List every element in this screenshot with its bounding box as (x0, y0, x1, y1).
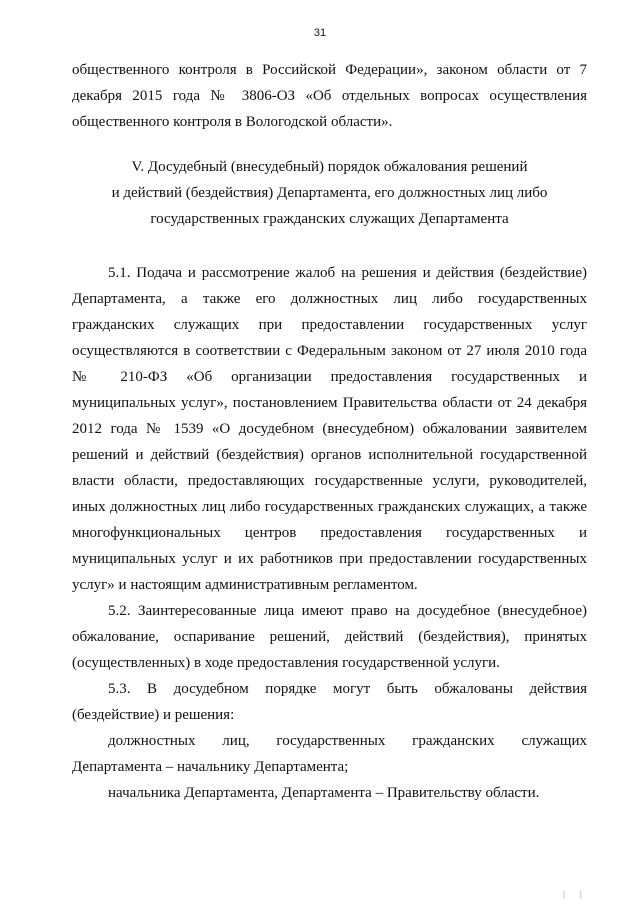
intro-paragraph (72, 57, 587, 135)
text-line: общественного контроля в Вологодской области». (72, 114, 393, 130)
text-line: обжалование, оспаривание решений, действий (бездействия), принятых (72, 629, 587, 645)
text-line: осуществляются в соответствии с Федеральным законом от 27 июля 2010 года (72, 343, 587, 359)
heading-line: государственных гражданских служащих Департамента (150, 211, 509, 227)
text-line: 5.3. В досудебном порядке могут быть обжалованы действия (108, 681, 587, 697)
paragraph-5-1 (72, 260, 587, 598)
text-line: муниципальных услуг и их работников при предоставлении государственных (72, 551, 587, 567)
text-line: 5.1. Подача и рассмотрение жалоб на решения и действия (бездействие) (108, 265, 587, 281)
text-line: иных должностных лиц либо государственных гражданских служащих, а также (72, 499, 587, 515)
heading-line: и действий (бездействия) Департамента, его должностных лиц либо (111, 185, 548, 201)
text-line: 2012 года № 1539 «О досудебном (внесудебном) обжаловании заявителем (72, 421, 587, 437)
text-line: (бездействие) и решения: (72, 707, 235, 723)
list-item (72, 780, 587, 806)
text-line: Департамента – начальнику Департамента; (72, 759, 349, 775)
text-line: власти области, предоставляющих государственные услуги, руководителей, (72, 473, 587, 489)
text-line: 5.2. Заинтересованные лица имеют право на досудебное (внесудебное) (108, 603, 587, 619)
paragraph-5-3 (72, 676, 587, 728)
page-number: 31 (313, 27, 327, 39)
text-line: гражданских служащих при предоставлении государственных услуг (72, 317, 587, 333)
text-line: муниципальных услуг», постановлением Правительства области от 24 декабря (72, 395, 587, 411)
list-item (72, 728, 587, 780)
paragraph-5-2 (72, 598, 587, 676)
section-heading (72, 154, 587, 232)
text-line: начальника Департамента, Департамента – Правительству области. (108, 785, 540, 801)
scan-marks: | | (562, 889, 588, 899)
text-line: общественного контроля в Российской Федерации», законом области от 7 (72, 62, 587, 78)
text-line: услуг» и настоящим административным регламентом. (72, 577, 418, 593)
text-line: многофункциональных центров предоставления государственных и (72, 525, 587, 541)
text-line: декабря 2015 года № 3806-ОЗ «Об отдельных вопросах осуществления (72, 88, 587, 104)
text-line: решений и действий (бездействия) органов исполнительной государственной (72, 447, 587, 463)
text-line: № 210-ФЗ «Об организации предоставления государственных и (72, 369, 587, 385)
text-line: Департамента, а также его должностных лиц либо государственных (72, 291, 587, 307)
text-line: (осуществленных) в ходе предоставления государственной услуги. (72, 655, 500, 671)
heading-line: V. Досудебный (внесудебный) порядок обжалования решений (131, 159, 528, 175)
text-line: должностных лиц, государственных гражданских служащих (108, 733, 587, 749)
